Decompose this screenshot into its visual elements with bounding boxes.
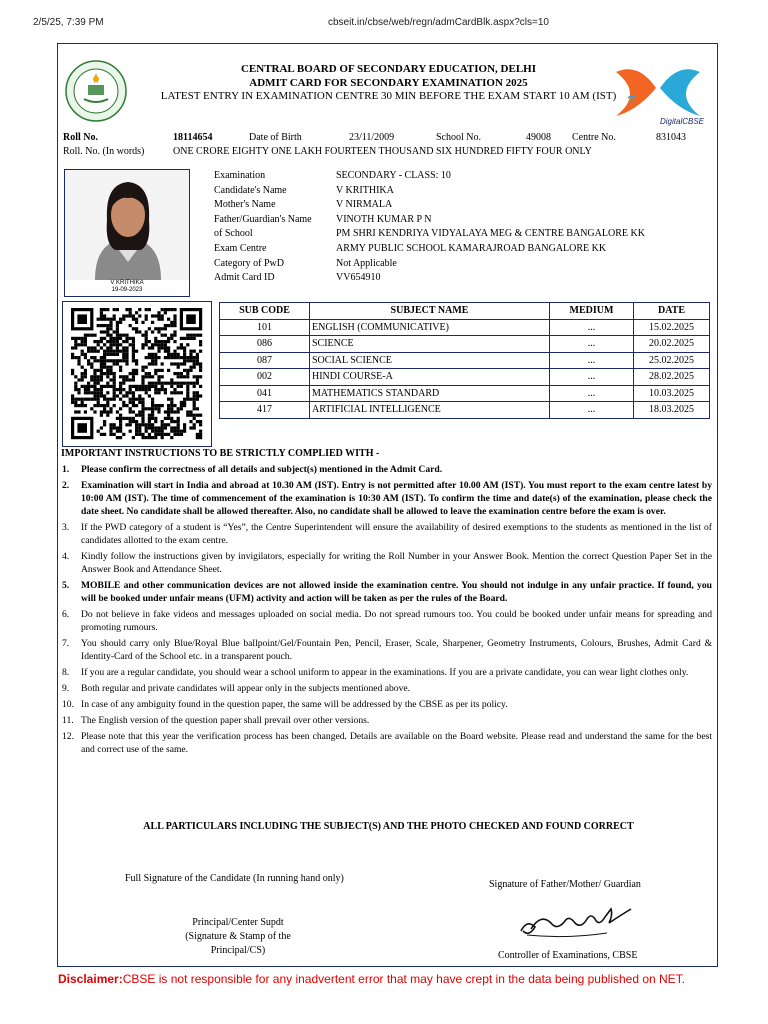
item-text: Kindly follow the instructions given by invigilators, especially for writing the Roll Number in your Answer Book. Mention the correct Question Paper Set in the Answer Book and Attendance Sheet.: [81, 551, 712, 575]
detail-label: Category of PwD: [214, 257, 284, 269]
disclaimer-text: CBSE is not responsible for any inadvertent error that may have crept in the data being published on NET.: [122, 972, 686, 986]
detail-value: ARMY PUBLIC SCHOOL KAMARAJROAD BANGALORE KK: [336, 242, 607, 254]
item-number: 9.: [62, 683, 70, 694]
item-text: If the PWD category of a student is “Yes”, the Centre Superintendent will ensure the availability of desired exemptions to the students as mentioned in the list of candidates allotted to the exam centre.: [81, 522, 712, 546]
medium: ...: [550, 369, 634, 386]
col-subject-name: SUBJECT NAME: [310, 303, 550, 320]
medium: ...: [550, 336, 634, 353]
subject-name: HINDI COURSE-A: [310, 369, 550, 386]
school-label: School No.: [436, 132, 481, 143]
medium: ...: [550, 319, 634, 336]
detail-label: Examination: [214, 170, 266, 181]
roll-label: Roll No.: [63, 132, 98, 143]
item-text: Examination will start in India and abroad at 10.30 AM (IST). Entry is not permitted after 10.00 AM (IST). You must report to the exam centre latest by 10:00 AM (IST). The time of commencement of the examination is 10:30 AM (IST). To confirm the time and date(s) of the examination, please check the date sheet. No candidate shall be allowed thereafter. Also, no candidate shall be allowed to leave the examination centre before the exam is over.: [81, 480, 712, 517]
col-date: DATE: [634, 303, 710, 320]
disclaimer-label: Disclaimer:: [58, 972, 123, 986]
roll-words-label: Roll. No. (In words): [63, 146, 145, 157]
detail-value: VINOTH KUMAR P N: [336, 213, 432, 225]
item-text: You should carry only Blue/Royal Blue ballpoint/Gel/Fountain Pen, Pencil, Eraser, Scale, Sharpener, Geometry Instruments, Colours, Brushes, Admit Card & Identity-Card of the School etc. in a transparent pouch.: [81, 638, 712, 662]
subject-name: MATHEMATICS STANDARD: [310, 385, 550, 402]
subjects-header-row: [220, 303, 710, 320]
sub-code: 086: [220, 336, 310, 353]
dob-value: 23/11/2009: [349, 132, 395, 143]
list-item: [62, 550, 712, 576]
candidate-photo: [64, 169, 190, 297]
principal-stamp-label: (Signature & Stamp of the Principal/CS): [185, 931, 291, 956]
qr-code: [62, 301, 212, 447]
card-title: ADMIT CARD FOR SECONDARY EXAMINATION 2025: [249, 76, 528, 89]
list-item: [62, 579, 712, 605]
disclaimer: [58, 972, 758, 986]
sub-code: 041: [220, 385, 310, 402]
exam-date: 20.02.2025: [634, 336, 710, 353]
exam-date: 25.02.2025: [634, 352, 710, 369]
digital-cbse-logo: [608, 58, 708, 126]
item-number: 3.: [62, 522, 70, 533]
centre-label: Centre No.: [572, 132, 616, 143]
item-number: 8.: [62, 667, 70, 678]
detail-label: Father/Guardian's Name: [214, 213, 312, 225]
detail-label: Mother's Name: [214, 199, 276, 211]
item-number: 2.: [62, 480, 70, 491]
roll-value: 18114654: [173, 132, 213, 143]
detail-value: SECONDARY - CLASS: 10: [336, 170, 451, 181]
digital-cbse-text: DigitalCBSE: [660, 117, 705, 126]
photo-caption-date: 19-09-2023: [111, 287, 143, 293]
sub-code: 002: [220, 369, 310, 386]
exam-date: 28.02.2025: [634, 369, 710, 386]
detail-label: Candidate's Name: [214, 184, 287, 196]
medium: ...: [550, 402, 634, 419]
entry-notice: LATEST ENTRY IN EXAMINATION CENTRE 30 MIN BEFORE THE EXAM START 10 AM (IST): [160, 90, 617, 102]
guardian-signature-label: Signature of Father/Mother/ Guardian: [489, 879, 641, 890]
list-item: [62, 698, 712, 711]
centre-value: 831043: [656, 132, 686, 143]
sub-code: 101: [220, 319, 310, 336]
item-number: 6.: [62, 609, 70, 620]
table-row: [220, 385, 710, 402]
table-row: [220, 369, 710, 386]
subject-name: SOCIAL SCIENCE: [310, 352, 550, 369]
item-number: 7.: [62, 638, 70, 649]
subjects-table: [219, 302, 710, 419]
item-number: 5.: [62, 580, 70, 591]
candidate-signature-label: Full Signature of the Candidate (In running hand only): [125, 873, 344, 884]
list-item: [62, 714, 712, 727]
detail-value: VV654910: [336, 272, 381, 284]
list-item: [62, 521, 712, 547]
photo-caption-name: V KRITHIKA: [110, 280, 144, 286]
subject-name: SCIENCE: [310, 336, 550, 353]
list-item: [62, 463, 712, 476]
candidate-portrait-image: [65, 170, 190, 280]
print-url: cbseit.in/cbse/web/regn/admCardBlk.aspx?cls=10: [328, 17, 549, 28]
school-value: 49008: [526, 132, 551, 143]
detail-label: of School: [214, 228, 253, 240]
exam-date: 10.03.2025: [634, 385, 710, 402]
photo-caption: [65, 280, 189, 294]
item-number: 10.: [62, 699, 74, 710]
detail-value: V NIRMALA: [336, 199, 393, 211]
verification-statement: ALL PARTICULARS INCLUDING THE SUBJECT(S) AND THE PHOTO CHECKED AND FOUND CORRECT: [143, 821, 634, 832]
detail-label: Admit Card ID: [214, 272, 275, 284]
col-medium: MEDIUM: [550, 303, 634, 320]
table-row: [220, 402, 710, 419]
print-datetime: 2/5/25, 7:39 PM: [33, 17, 104, 28]
medium: ...: [550, 352, 634, 369]
detail-value: PM SHRI KENDRIYA VIDYALAYA MEG & CENTRE BANGALORE KK: [336, 228, 645, 240]
item-text: In case of any ambiguity found in the question paper, the same will be addressed by the CBSE as per its policy.: [81, 699, 508, 710]
table-row: [220, 352, 710, 369]
list-item: [62, 608, 712, 634]
qr-code-image: [63, 302, 211, 446]
exam-date: 18.03.2025: [634, 402, 710, 419]
principal-label: Principal/Center Supdt: [192, 917, 284, 928]
dob-label: Date of Birth: [249, 132, 302, 143]
item-text: Both regular and private candidates will appear only in the subjects mentioned above.: [81, 683, 411, 694]
subject-name: ARTIFICIAL INTELLIGENCE: [310, 402, 550, 419]
item-text: Please confirm the correctness of all details and subject(s) mentioned in the Admit Card.: [81, 464, 443, 475]
board-name: CENTRAL BOARD OF SECONDARY EDUCATION, DELHI: [240, 63, 537, 75]
roll-words-row: [63, 146, 713, 160]
roll-info-row: [63, 132, 713, 146]
subject-name: ENGLISH (COMMUNICATIVE): [310, 319, 550, 336]
list-item: [62, 637, 712, 663]
item-text: Please note that this year the verification process has been changed. Details are available on the Board website. Please read and understand the same for the best and correct use of the same.: [81, 731, 712, 755]
list-item: [62, 730, 712, 756]
sub-code: 417: [220, 402, 310, 419]
item-text: Do not believe in fake videos and messages uploaded on social media. Do not spread rumours too. You could be booked under unfair means for spreading and promoting rumours.: [81, 609, 712, 633]
principal-signature-block: [158, 916, 318, 958]
admit-card: [57, 43, 718, 967]
medium: ...: [550, 385, 634, 402]
detail-label: Exam Centre: [214, 242, 267, 254]
controller-signature-image: [513, 901, 648, 943]
item-text: If you are a regular candidate, you should wear a school uniform to appear in the examinations. If you are a private candidate, you can wear light clothes only.: [81, 667, 689, 678]
detail-value: Not Applicable: [336, 257, 397, 269]
roll-words-value: ONE CRORE EIGHTY ONE LAKH FOURTEEN THOUSAND SIX HUNDRED FIFTY FOUR ONLY: [173, 146, 592, 157]
list-item: [62, 479, 712, 518]
item-number: 4.: [62, 551, 70, 562]
instructions-title: IMPORTANT INSTRUCTIONS TO BE STRICTLY COMPLIED WITH -: [61, 448, 380, 459]
item-number: 1.: [62, 464, 70, 475]
detail-value: V KRITHIKA: [336, 184, 394, 196]
col-sub-code: SUB CODE: [220, 303, 310, 320]
table-row: [220, 319, 710, 336]
item-number: 12.: [62, 731, 74, 742]
exam-date: 15.02.2025: [634, 319, 710, 336]
item-number: 11.: [62, 715, 74, 726]
list-item: [62, 666, 712, 679]
item-text: MOBILE and other communication devices are not allowed inside the examination centre. You should not indulge in any unfair practice. If found, you will be booked under unfair means (UFM) activity and action will be taken as per the rules of the Board.: [81, 580, 712, 604]
controller-label: Controller of Examinations, CBSE: [498, 950, 638, 961]
list-item: [62, 682, 712, 695]
item-text: The English version of the question paper shall prevail over other versions.: [81, 715, 370, 726]
instructions-list: [62, 463, 712, 759]
sub-code: 087: [220, 352, 310, 369]
table-row: [220, 336, 710, 353]
